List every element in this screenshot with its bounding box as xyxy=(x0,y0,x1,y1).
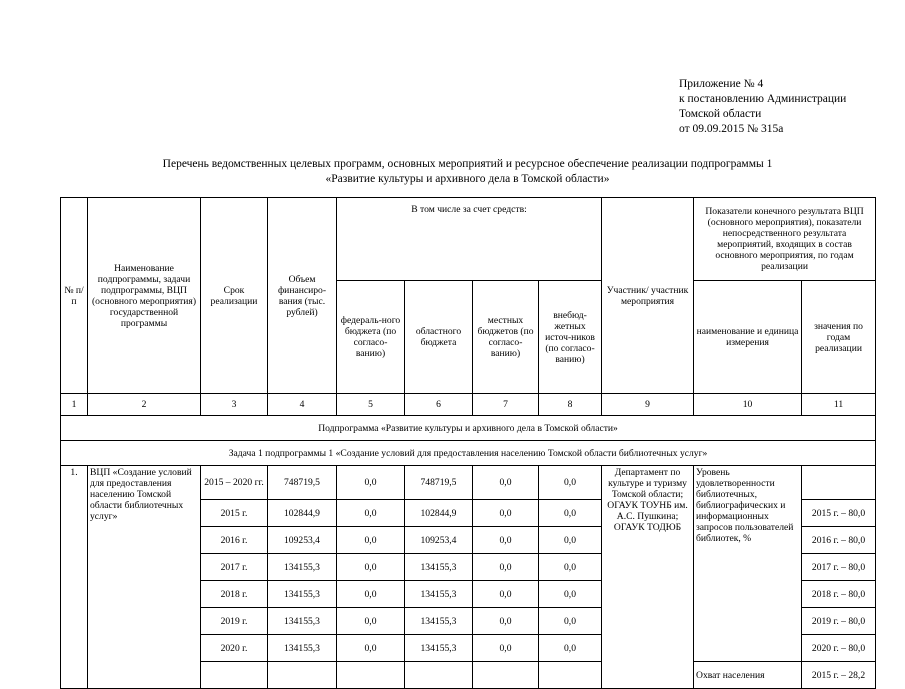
header-ind-name: наименование и единица измерения xyxy=(694,281,802,394)
header-ind-values: значения по годам реализации xyxy=(802,281,876,394)
column-numbers-row xyxy=(61,394,876,416)
header-name: Наименование подпрограммы, задачи подпрограммы, ВЦП (основного мероприятия) государственной программы xyxy=(88,198,201,394)
extra-cell: 0,0 xyxy=(539,635,602,662)
header-term: Срок реализации xyxy=(201,198,268,394)
term-cell xyxy=(201,662,268,689)
header-federal: федераль-ного бюджета (по согласо-ванию) xyxy=(337,281,405,394)
indicator-name-cell: Охват населения xyxy=(694,662,802,689)
program-table xyxy=(60,197,876,689)
federal-cell: 0,0 xyxy=(337,527,405,554)
extra-cell: 0,0 xyxy=(539,466,602,500)
extra-cell: 0,0 xyxy=(539,554,602,581)
item-name: ВЦП «Создание условий для предоставления населению Томской области библиотечных услуг» xyxy=(88,466,201,689)
col-number: 6 xyxy=(405,394,473,416)
appendix-line: Приложение № 4 xyxy=(679,78,764,90)
indicator-value-cell: 2020 г. – 80,0 xyxy=(802,635,876,662)
col-number: 9 xyxy=(602,394,694,416)
volume-cell: 134155,3 xyxy=(268,608,337,635)
item-number: 1. xyxy=(61,466,88,689)
title-line: Перечень ведомственных целевых программ, основных мероприятий и ресурсное обеспечение реализации подпрограммы 1 xyxy=(162,158,773,170)
header-num: № п/п xyxy=(61,198,88,394)
indicator-value-cell: 2018 г. – 80,0 xyxy=(802,581,876,608)
col-number: 4 xyxy=(268,394,337,416)
local-cell: 0,0 xyxy=(473,554,539,581)
header-incl: В том числе за счет средств: xyxy=(337,198,602,281)
term-cell: 2020 г. xyxy=(201,635,268,662)
title-line: «Развитие культуры и архивного дела в Томской области» xyxy=(325,173,610,185)
extra-cell xyxy=(539,662,602,689)
local-cell: 0,0 xyxy=(473,608,539,635)
col-number: 5 xyxy=(337,394,405,416)
term-cell: 2018 г. xyxy=(201,581,268,608)
header-extra: внебюд-жетных источ-ников (по согласо-ванию) xyxy=(539,281,602,394)
volume-cell: 748719,5 xyxy=(268,466,337,500)
header-regional: областного бюджета xyxy=(405,281,473,394)
col-number: 8 xyxy=(539,394,602,416)
header-row xyxy=(61,198,876,281)
header-volume: Объем финансиро-вания (тыс. рублей) xyxy=(268,198,337,394)
indicator-value-cell: 2016 г. – 80,0 xyxy=(802,527,876,554)
local-cell xyxy=(473,662,539,689)
appendix-line: от 09.09.2015 № 315а xyxy=(679,123,784,135)
indicator-value-cell: 2017 г. – 80,0 xyxy=(802,554,876,581)
volume-cell: 134155,3 xyxy=(268,581,337,608)
indicator-name-cell: Уровень удовлетворенности библиотечных, библиографических и информационных запросов пользователей библиотек, % xyxy=(694,466,802,662)
extra-cell: 0,0 xyxy=(539,608,602,635)
regional-cell: 748719,5 xyxy=(405,466,473,500)
header-indicators: Показатели конечного результата ВЦП (основного мероприятия), показатели непосредственного результата мероприятий, входящих в состав основного мероприятия, по годам реализации xyxy=(694,198,876,281)
regional-cell: 102844,9 xyxy=(405,500,473,527)
extra-cell: 0,0 xyxy=(539,527,602,554)
volume-cell: 134155,3 xyxy=(268,635,337,662)
regional-cell: 134155,3 xyxy=(405,608,473,635)
indicator-value-cell xyxy=(802,466,876,500)
federal-cell: 0,0 xyxy=(337,500,405,527)
appendix-line: Томской области xyxy=(679,108,762,120)
regional-cell: 134155,3 xyxy=(405,554,473,581)
header-participant: Участник/ участник мероприятия xyxy=(602,198,694,394)
volume-cell: 102844,9 xyxy=(268,500,337,527)
term-cell: 2015 г. xyxy=(201,500,268,527)
extra-cell: 0,0 xyxy=(539,581,602,608)
col-number: 7 xyxy=(473,394,539,416)
appendix-header xyxy=(679,77,846,137)
col-number: 1 xyxy=(61,394,88,416)
federal-cell: 0,0 xyxy=(337,581,405,608)
term-cell: 2019 г. xyxy=(201,608,268,635)
local-cell: 0,0 xyxy=(473,500,539,527)
subprogram-row xyxy=(61,416,876,441)
col-number: 11 xyxy=(802,394,876,416)
col-number: 2 xyxy=(88,394,201,416)
indicator-value-cell: 2019 г. – 80,0 xyxy=(802,608,876,635)
indicator-value-cell: 2015 г. – 80,0 xyxy=(802,500,876,527)
regional-cell: 109253,4 xyxy=(405,527,473,554)
volume-cell: 109253,4 xyxy=(268,527,337,554)
col-number: 3 xyxy=(201,394,268,416)
indicator-value-cell: 2015 г. – 28,2 xyxy=(802,662,876,689)
term-cell: 2015 – 2020 гг. xyxy=(201,466,268,500)
regional-cell: 134155,3 xyxy=(405,635,473,662)
federal-cell: 0,0 xyxy=(337,554,405,581)
local-cell: 0,0 xyxy=(473,635,539,662)
appendix-line: к постановлению Администрации xyxy=(679,93,847,105)
regional-cell: 134155,3 xyxy=(405,581,473,608)
federal-cell: 0,0 xyxy=(337,635,405,662)
task-row xyxy=(61,441,876,466)
federal-cell: 0,0 xyxy=(337,466,405,500)
document-title xyxy=(60,157,875,187)
federal-cell: 0,0 xyxy=(337,608,405,635)
term-cell: 2017 г. xyxy=(201,554,268,581)
local-cell: 0,0 xyxy=(473,581,539,608)
subprogram-title: Подпрограмма «Развитие культуры и архивного дела в Томской области» xyxy=(61,416,876,441)
local-cell: 0,0 xyxy=(473,466,539,500)
term-cell: 2016 г. xyxy=(201,527,268,554)
header-local: местных бюджетов (по согласо-ванию) xyxy=(473,281,539,394)
task-title: Задача 1 подпрограммы 1 «Создание условий для предоставления населению Томской области библиотечных услуг» xyxy=(61,441,876,466)
volume-cell xyxy=(268,662,337,689)
volume-cell: 134155,3 xyxy=(268,554,337,581)
col-number: 10 xyxy=(694,394,802,416)
participant-cell: Департамент по культуре и туризму Томской области; ОГАУК ТОУНБ им. А.С. Пушкина; ОГАУК ТОДЮБ xyxy=(602,466,694,689)
regional-cell xyxy=(405,662,473,689)
federal-cell xyxy=(337,662,405,689)
extra-cell: 0,0 xyxy=(539,500,602,527)
local-cell: 0,0 xyxy=(473,527,539,554)
table-row xyxy=(61,466,876,500)
